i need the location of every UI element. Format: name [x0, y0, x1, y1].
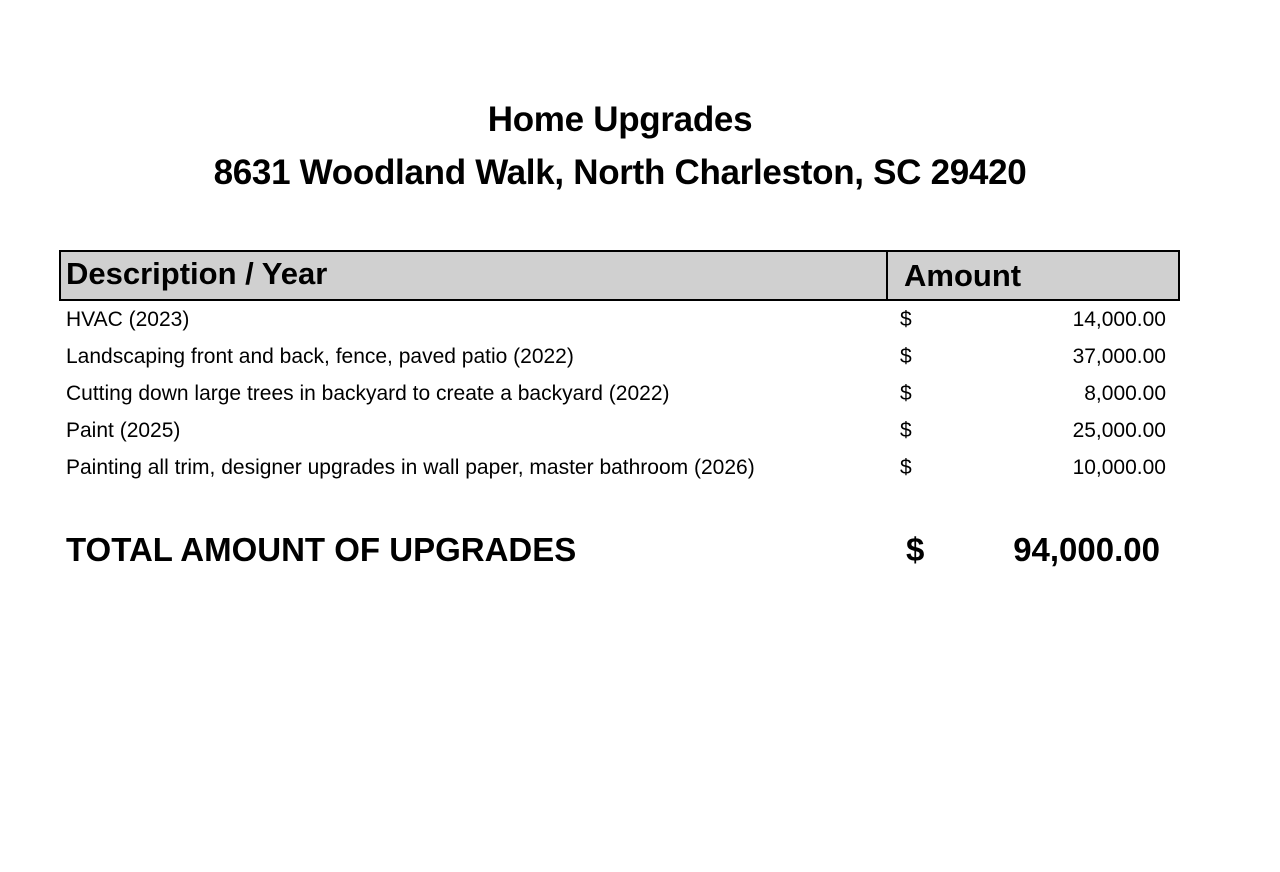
row-amount: 25,000.00	[1072, 419, 1166, 442]
table-row	[0, 413, 1280, 450]
row-description: Cutting down large trees in backyard to create a backyard (2022)	[66, 382, 670, 405]
row-currency: $	[900, 456, 912, 479]
table-row	[0, 450, 1280, 487]
row-amount: 10,000.00	[1072, 456, 1166, 479]
page-title: Home Upgrades	[487, 100, 753, 139]
table-row	[0, 376, 1280, 413]
row-currency: $	[900, 419, 912, 442]
header-divider	[886, 252, 888, 299]
table-row	[0, 339, 1280, 376]
total-currency: $	[906, 531, 925, 568]
row-currency: $	[900, 345, 912, 368]
row-amount: 37,000.00	[1072, 345, 1166, 368]
row-description: Painting all trim, designer upgrades in wall paper, master bathroom (2026)	[66, 456, 755, 479]
total-amount: 94,000.00	[1013, 531, 1160, 568]
row-amount: 8,000.00	[1084, 382, 1166, 405]
table-row	[0, 302, 1280, 339]
row-amount: 14,000.00	[1072, 308, 1166, 331]
property-address: 8631 Woodland Walk, North Charleston, SC 29420	[213, 153, 1027, 192]
row-currency: $	[900, 308, 912, 331]
column-header-description: Description / Year	[66, 256, 328, 291]
row-currency: $	[900, 382, 912, 405]
row-description: Landscaping front and back, fence, paved patio (2022)	[66, 345, 574, 368]
row-description: Paint (2025)	[66, 419, 181, 442]
total-label: TOTAL AMOUNT OF UPGRADES	[66, 531, 577, 568]
row-description: HVAC (2023)	[66, 308, 190, 331]
total-row	[0, 531, 1280, 577]
column-header-amount: Amount	[904, 258, 1022, 293]
